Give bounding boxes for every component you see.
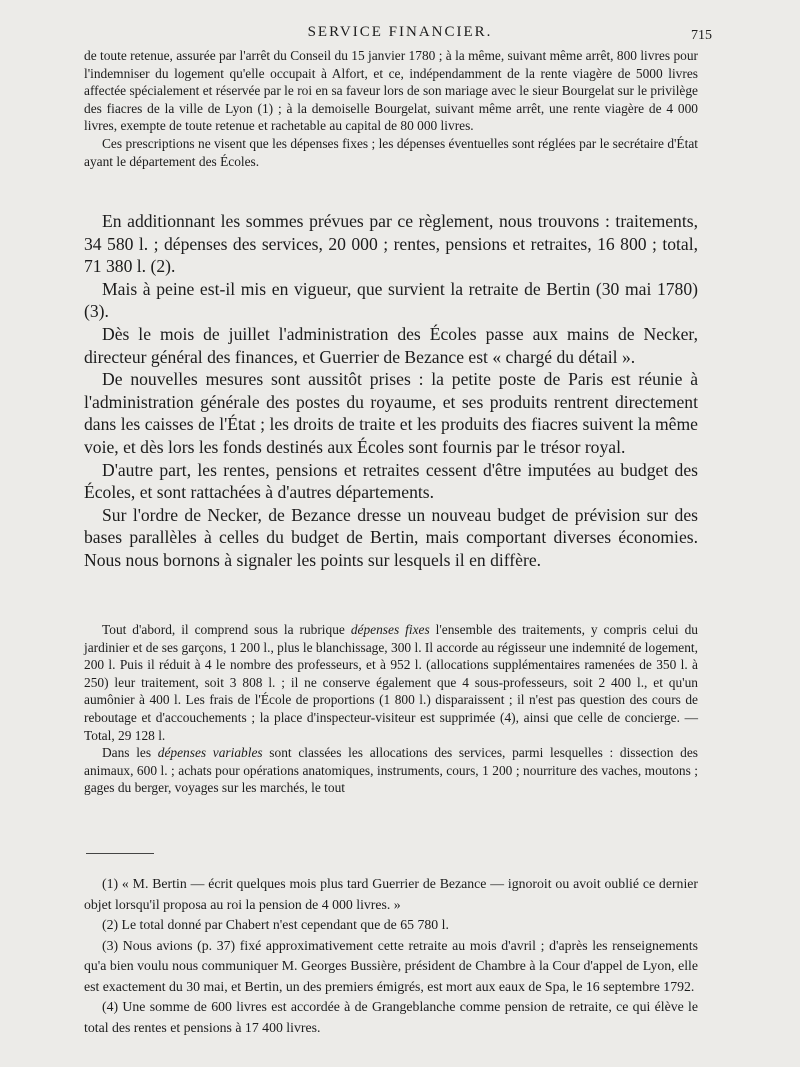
- body-paragraph-3: Dès le mois de juillet l'administration des Écoles passe aux mains de Necker, directeur général des finances, et Guerrier de Bezance est « chargé du détail ».: [84, 323, 698, 367]
- footnote-2: (2) Le total donné par Chabert n'est cependant que de 65 780 l.: [102, 917, 449, 932]
- fixed-expenses-paragraph: [84, 621, 698, 744]
- body-paragraph-2: Mais à peine est-il mis en vigueur, que survient la retraite de Bertin (30 mai 1780) (3).: [84, 278, 698, 322]
- body-paragraph-6: Sur l'ordre de Necker, de Bezance dresse un nouveau budget de prévision sur des bases parallèles à celles du budget de Bertin, mais comportant diverses économies. Nous nous bornons à signaler les points sur lesquels il en diffère.: [84, 504, 698, 570]
- variable-expenses-text-b: sont classées les allocations des services, parmi lesquelles : dissection des animaux, 600 l. ; achats pour opérations anatomiques, instruments, cours, 1 200 ; nourriture des vaches, moutons ; gages du berger, voyages sur les marchés, le tout: [84, 745, 698, 796]
- running-title: SERVICE FINANCIER.: [307, 24, 493, 40]
- page-header: [0, 20, 800, 48]
- top-paragraphs: [84, 47, 698, 170]
- fixed-expenses-text-b: l'ensemble des traitements, y compris celui du jardinier et de ses garçons, 1 200 l., plus le blanchissage, 300 l. Il accorde au régisseur une indemnité de logement, 200 l. Puis il réduit à 4 le nombre des professeurs, et à 952 l. (allocations supplémentaires ramenées de 350 l. à 250) leur traitement, soit 3 808 l. ; il ne conserve également que 4 sous-professeurs, soit 2 400 l., et qu'un aumônier à 400 l. Les frais de l'École de proportions (1 800 l.) disparaissent ; il n'est pas question des cours de reboutage et d'accouchements ; la place d'inspecteur-visiteur est supprimée (4), ainsi que celle de concierge. — Total, 29 128 l.: [84, 622, 699, 743]
- variable-expenses-term: dépenses variables: [157, 745, 263, 761]
- fixed-expenses-text-a: Tout d'abord, il comprend sous la rubrique: [102, 622, 351, 637]
- budget-details: [84, 621, 698, 797]
- footnote-4: (4) Une somme de 600 livres est accordée à de Grangeblanche comme pension de retraite, ce qui élève le total des rentes et pensions à 17 400 livres.: [84, 999, 698, 1035]
- variable-expenses-paragraph: [84, 744, 698, 797]
- top-paragraph-1: de toute retenue, assurée par l'arrêt du Conseil du 15 janvier 1780 ; à la même, suivant même arrêt, 800 livres pour l'indemniser du logement qu'elle occupait à Alfort, et ce, indépendamment de la rente viagère de 5000 livres affectée spécialement et réservée par le roi en sa faveur lors de son mariage avec le sieur Bourgelat sur le privilège des fiacres de la ville de Lyon (1) ; à la demoiselle Bourgelat, suivant même arrêt, une rente viagère de 4 000 livres, exempte de toute retenue et rachetable au capital de 80 000 livres.: [84, 48, 698, 134]
- body-paragraph-5: D'autre part, les rentes, pensions et retraites cessent d'être imputées au budget des Écoles, et sont rattachées à d'autres départements.: [84, 459, 698, 503]
- variable-expenses-text-a: Dans les: [102, 745, 158, 761]
- footnotes: [84, 874, 698, 1038]
- fixed-expenses-term: dépenses fixes: [350, 622, 430, 637]
- footnote-1: (1) « M. Bertin — écrit quelques mois plus tard Guerrier de Bezance — ignoroit ou avoit oublié ce dernier objet lorsqu'il proposa au roi la pension de 4 000 livres. »: [84, 876, 698, 912]
- body-paragraph-4: De nouvelles mesures sont aussitôt prises : la petite poste de Paris est réunie à l'administration générale des postes du royaume, et ses produits rentrent directement dans les caisses de l'État ; les droits de traite et les produits des fiacres suivent la même voie, et dès lors les fonds destinés aux Écoles sont fournis par le trésor royal.: [84, 369, 698, 457]
- footnote-3: (3) Nous avions (p. 37) fixé approximativement cette retraite au mois d'avril ; d'après les renseignements qu'a bien voulu nous communiquer M. Georges Bussière, président de Chambre à la Cour d'appel de Lyon, elle est exactement du 30 mai, et Bertin, un des premiers émigrés, est mort aux eaux de Spa, le 16 septembre 1792.: [84, 937, 698, 994]
- footnote-divider: [86, 853, 154, 854]
- body-paragraph-1: En additionnant les sommes prévues par ce règlement, nous trouvons : traitements, 34 580 l. ; dépenses des services, 20 000 ; rentes, pensions et retraites, 16 800 ; total, 71 380 l. (2).: [84, 211, 698, 277]
- main-body-text: [84, 210, 698, 572]
- page-number: 715: [691, 28, 712, 43]
- top-paragraph-2: Ces prescriptions ne visent que les dépenses fixes ; les dépenses éventuelles sont réglées par le secrétaire d'État ayant le département des Écoles.: [84, 135, 698, 169]
